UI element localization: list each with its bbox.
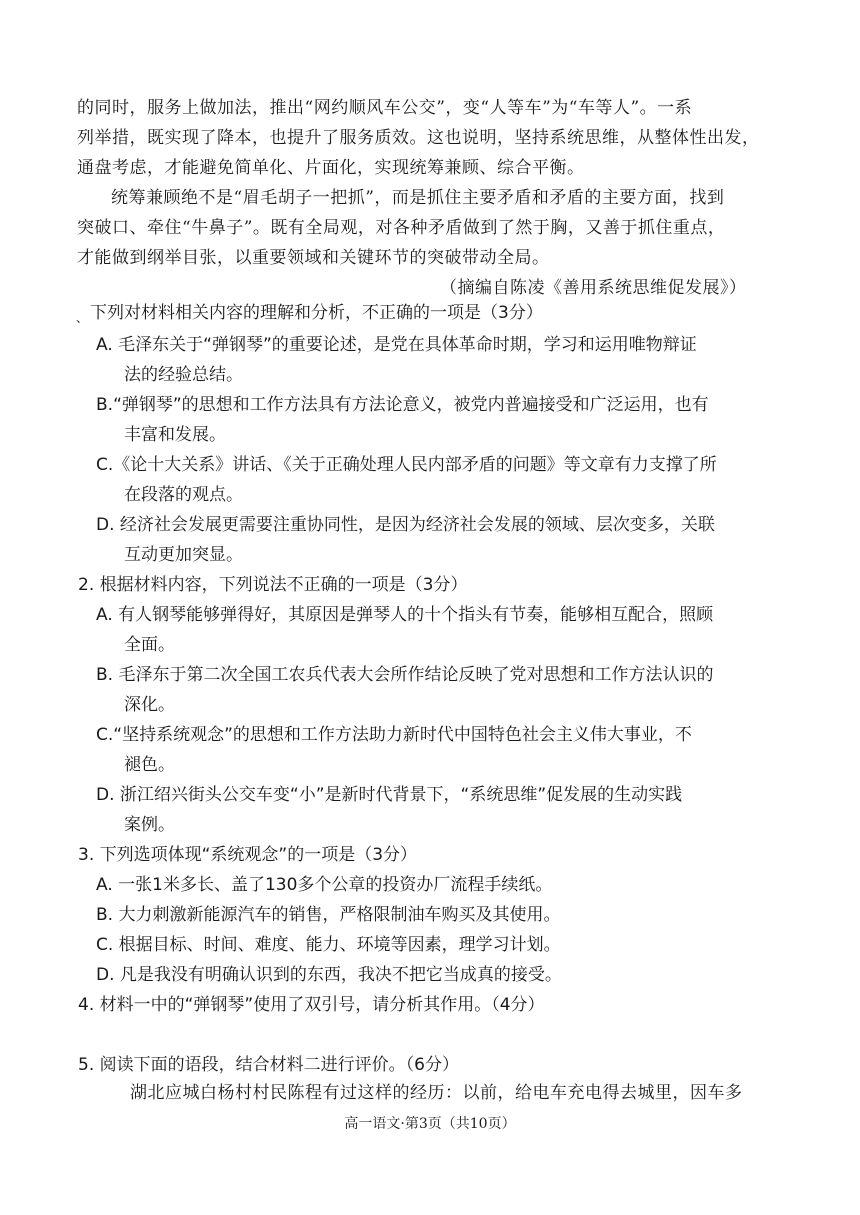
q3-option-a: A. 一张1米多长、盖了130多个公章的投资办厂流程手续纸。 (96, 875, 553, 895)
passage-line: 的同时，服务上做加法，推出“网约顺风车公交”，变“人等车”为“车等人”。一系 (77, 98, 693, 118)
page-footer: 高一语文·第3页（共10页） (344, 1116, 516, 1132)
q2-option-a-cont: 全面。 (124, 635, 175, 655)
passage-line: 才能做到纲举目张，以重要领域和关键环节的突破带动全局。 (77, 248, 550, 268)
question-5-text: 湖北应城白杨村村民陈程有过这样的经历：以前，给电车充电得去城里，因车多 (130, 1083, 743, 1103)
passage-line: 突破口、牵住“牛鼻子”。既有全局观，对各种矛盾做到了然于胸，又善于抓住重点， (77, 218, 726, 238)
question-1-stem: 下列对材料相关内容的理解和分析，不正确的一项是（3分） (90, 303, 543, 323)
q2-option-b: B. 毛泽东于第二次全国工农兵代表大会所作结论反映了党对思想和工作方法认识的 (96, 665, 714, 685)
q2-option-d: D. 浙江绍兴街头公交车变“小”是新时代背景下，“系统思维”促发展的生动实践 (96, 785, 683, 805)
q2-option-b-cont: 深化。 (124, 695, 175, 715)
scan-mark: 、 (76, 311, 89, 325)
q2-option-c-cont: 褪色。 (124, 755, 175, 775)
q2-option-c: C.“坚持系统观念”的思想和工作方法助力新时代中国特色社会主义伟大事业，不 (96, 725, 692, 745)
q3-option-d: D. 凡是我没有明确认识到的东西，我决不把它当成真的接受。 (96, 965, 562, 985)
passage-source: （摘编自陈凌《善用系统思维促发展》） (440, 278, 747, 298)
q1-option-c-cont: 在段落的观点。 (124, 485, 243, 505)
passage-line: 通盘考虑，才能避免简单化、片面化，实现统筹兼顾、综合平衡。 (77, 158, 585, 178)
passage-line: 列举措，既实现了降本，也提升了服务质效。这也说明，坚持系统思维，从整体性出发， (77, 128, 760, 148)
q1-option-d-cont: 互动更加突显。 (124, 545, 243, 565)
q1-option-b-cont: 丰富和发展。 (124, 425, 226, 445)
q1-option-a: A. 毛泽东关于“弹钢琴”的重要论述，是党在具体革命时期，学习和运用唯物辩证 (96, 335, 697, 355)
question-5-stem: 5. 阅读下面的语段，结合材料二进行评价。（6分） (78, 1055, 459, 1075)
q3-option-b: B. 大力刺激新能源汽车的销售，严格限制油车购买及其使用。 (96, 905, 561, 925)
question-4-stem: 4. 材料一中的“弹钢琴”使用了双引号，请分析其作用。（4分） (78, 995, 545, 1015)
q2-option-a: A. 有人钢琴能够弹得好，其原因是弹琴人的十个指头有节奏，能够相互配合，照顾 (96, 605, 714, 625)
question-3-stem: 3. 下列选项体现“系统观念”的一项是（3分） (78, 845, 418, 865)
q1-option-a-cont: 法的经验总结。 (124, 365, 243, 385)
q1-option-c: C.《论十大关系》讲话、《关于正确处理人民内部矛盾的问题》等文章有力支撑了所 (96, 455, 717, 475)
q1-option-b: B.“弹钢琴”的思想和工作方法具有方法论意义，被党内普遍接受和广泛运用，也有 (96, 395, 709, 415)
q2-option-d-cont: 案例。 (124, 815, 175, 835)
passage-line: 统筹兼顾绝不是“眉毛胡子一把抓”，而是抓住主要矛盾和矛盾的主要方面，找到 (111, 188, 725, 208)
q3-option-c: C. 根据目标、时间、难度、能力、环境等因素，理学习计划。 (96, 935, 561, 955)
question-2-stem: 2. 根据材料内容，下列说法不正确的一项是（3分） (78, 575, 468, 595)
q1-option-d: D. 经济社会发展更需要注重协同性，是因为经济社会发展的领域、层次变多，关联 (96, 515, 715, 535)
